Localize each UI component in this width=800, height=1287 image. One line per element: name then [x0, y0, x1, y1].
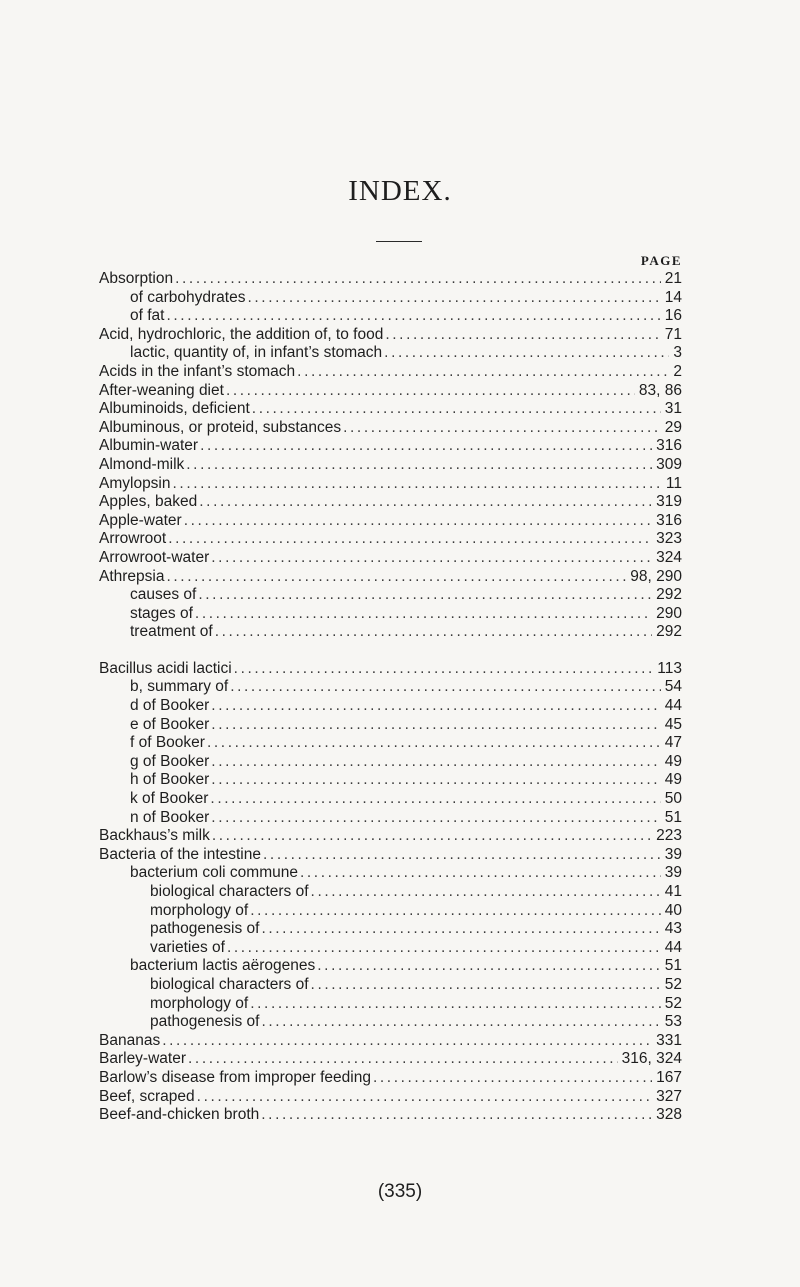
dot-leader	[263, 846, 661, 865]
dot-leader	[226, 382, 635, 401]
dot-leader	[210, 790, 660, 809]
entry-term: k of Booker	[130, 790, 209, 808]
index-subentry	[99, 307, 682, 326]
index-subentry	[99, 753, 682, 772]
index-subentry	[99, 920, 682, 939]
dot-leader	[247, 289, 660, 308]
entry-term: Apple-water	[99, 511, 182, 529]
entry-term: After-weaning diet	[99, 381, 224, 399]
entry-term: bacterium lactis aërogenes	[130, 957, 316, 975]
entry-term: Bacillus acidi lactici	[99, 659, 232, 677]
index-entry	[99, 1069, 682, 1088]
dot-leader	[317, 957, 661, 976]
index-subentry	[99, 586, 682, 605]
entry-pages: 29	[664, 418, 682, 436]
index-subentry	[99, 902, 682, 921]
dot-leader	[207, 734, 661, 753]
entry-term: causes of	[130, 586, 197, 604]
dot-leader	[173, 475, 662, 494]
entry-pages: 327	[656, 1087, 682, 1105]
index-subentry	[99, 289, 682, 308]
entry-term: d of Booker	[130, 697, 210, 715]
dot-leader	[211, 809, 660, 828]
entry-pages: 316	[656, 437, 682, 455]
entry-term: Barley-water	[99, 1050, 186, 1068]
index-list	[99, 270, 682, 1125]
entry-term: Beef-and-chicken broth	[99, 1106, 260, 1124]
entry-pages: 3	[673, 344, 682, 362]
dot-leader	[212, 827, 652, 846]
entry-pages: 14	[664, 288, 682, 306]
dot-leader	[200, 437, 652, 456]
dot-leader	[211, 549, 652, 568]
dot-leader	[297, 363, 669, 382]
entry-term: varieties of	[150, 938, 225, 956]
entry-term: stages of	[130, 604, 193, 622]
dot-leader	[168, 530, 652, 549]
entry-pages: 331	[656, 1031, 682, 1049]
dot-leader	[252, 400, 661, 419]
index-subentry	[99, 1013, 682, 1032]
index-entry	[99, 363, 682, 382]
dot-leader	[211, 716, 660, 735]
entry-term: n of Booker	[130, 808, 210, 826]
entry-term: b, summary of	[130, 678, 229, 696]
dot-leader	[211, 771, 660, 790]
entry-term: morphology of	[150, 901, 249, 919]
index-subentry	[99, 809, 682, 828]
index-entry	[99, 437, 682, 456]
group-spacer	[99, 642, 682, 660]
dot-leader	[250, 995, 661, 1014]
index-subentry	[99, 957, 682, 976]
index-entry	[99, 660, 682, 679]
index-entry	[99, 530, 682, 549]
index-entry	[99, 549, 682, 568]
index-subentry	[99, 883, 682, 902]
index-entry	[99, 456, 682, 475]
index-entry	[99, 1106, 682, 1125]
entry-term: g of Booker	[130, 752, 210, 770]
entry-pages: 49	[664, 752, 682, 770]
entry-term: pathogenesis of	[150, 1013, 260, 1031]
dot-leader	[198, 586, 652, 605]
entry-pages: 45	[664, 715, 682, 733]
entry-pages: 51	[664, 957, 682, 975]
index-entry	[99, 568, 682, 587]
entry-pages: 44	[664, 697, 682, 715]
index-entry	[99, 827, 682, 846]
entry-term: e of Booker	[130, 715, 210, 733]
entry-term: pathogenesis of	[150, 920, 260, 938]
page-number: (335)	[377, 1181, 423, 1202]
entry-pages: 98, 290	[630, 567, 682, 585]
entry-pages: 323	[656, 530, 682, 548]
dot-leader	[162, 1032, 652, 1051]
dot-leader	[250, 902, 661, 921]
index-subentry	[99, 864, 682, 883]
dot-leader	[211, 697, 660, 716]
dot-leader	[211, 753, 660, 772]
dot-leader	[343, 419, 661, 438]
entry-pages: 51	[664, 808, 682, 826]
entry-term: bacterium coli commune	[130, 864, 298, 882]
entry-term: Athrepsia	[99, 567, 165, 585]
entry-pages: 292	[656, 623, 682, 641]
index-entry	[99, 512, 682, 531]
dot-leader	[261, 1106, 652, 1125]
dot-leader	[373, 1069, 652, 1088]
index-subentry	[99, 678, 682, 697]
entry-term: h of Booker	[130, 771, 210, 789]
entry-pages: 292	[656, 586, 682, 604]
entry-pages: 53	[664, 1013, 682, 1031]
entry-term: Albuminoids, deficient	[99, 400, 250, 418]
title-rule	[376, 241, 422, 242]
index-subentry	[99, 790, 682, 809]
entry-pages: 223	[656, 827, 682, 845]
entry-pages: 319	[656, 493, 682, 511]
index-subentry	[99, 976, 682, 995]
entry-term: biological characters of	[150, 975, 309, 993]
dot-leader	[199, 493, 652, 512]
dot-leader	[230, 678, 661, 697]
entry-term: Bacteria of the intestine	[99, 845, 261, 863]
entry-term: lactic, quantity of, in infant’s stomach	[130, 344, 383, 362]
entry-term: Beef, scraped	[99, 1087, 195, 1105]
entry-pages: 71	[664, 325, 682, 343]
entry-pages: 49	[664, 771, 682, 789]
index-entry	[99, 475, 682, 494]
index-entry	[99, 1088, 682, 1107]
entry-pages: 39	[664, 845, 682, 863]
entry-pages: 44	[664, 938, 682, 956]
dot-leader	[186, 456, 652, 475]
entry-term: of carbohydrates	[130, 288, 246, 306]
entry-pages: 52	[664, 994, 682, 1012]
entry-pages: 328	[656, 1106, 682, 1124]
entry-pages: 21	[664, 270, 682, 287]
entry-term: Arrowroot-water	[99, 548, 210, 566]
entry-pages: 43	[664, 920, 682, 938]
entry-pages: 316	[656, 511, 682, 529]
entry-pages: 40	[664, 901, 682, 919]
entry-pages: 39	[664, 864, 682, 882]
entry-term: morphology of	[150, 994, 249, 1012]
entry-term: Arrowroot	[99, 530, 167, 548]
index-entry	[99, 326, 682, 345]
dot-leader	[300, 864, 661, 883]
index-subentry	[99, 697, 682, 716]
entry-pages: 2	[673, 362, 682, 380]
index-entry	[99, 270, 682, 289]
entry-pages: 47	[664, 734, 682, 752]
entry-term: Barlow’s disease from improper feeding	[99, 1068, 371, 1086]
entry-term: Almond-milk	[99, 455, 185, 473]
entry-pages: 50	[664, 790, 682, 808]
dot-leader	[215, 623, 652, 642]
dot-leader	[261, 920, 660, 939]
entry-term: Albuminous, or proteid, substances	[99, 418, 342, 436]
entry-pages: 52	[664, 975, 682, 993]
entry-pages: 31	[664, 400, 682, 418]
entry-pages: 41	[664, 883, 682, 900]
index-subentry	[99, 605, 682, 624]
dot-leader	[261, 1013, 660, 1032]
dot-leader	[385, 326, 660, 345]
index-entry	[99, 400, 682, 419]
index-subentry	[99, 344, 682, 363]
index-entry	[99, 382, 682, 401]
entry-pages: 309	[656, 455, 682, 473]
dot-leader	[227, 939, 661, 958]
index-subentry	[99, 734, 682, 753]
entry-term: Amylopsin	[99, 474, 171, 492]
page-title: INDEX.	[348, 175, 452, 207]
entry-term: f of Booker	[130, 734, 205, 752]
dot-leader	[234, 660, 654, 679]
dot-leader	[197, 1088, 652, 1107]
entry-term: treatment of	[130, 623, 213, 641]
entry-term: Backhaus’s milk	[99, 827, 210, 845]
entry-term: Albumin-water	[99, 437, 199, 455]
index-subentry	[99, 716, 682, 735]
index-subentry	[99, 939, 682, 958]
dot-leader	[311, 883, 661, 902]
entry-term: biological characters of	[150, 883, 309, 900]
entry-term: Bananas	[99, 1031, 161, 1049]
dot-leader	[195, 605, 652, 624]
dot-leader	[188, 1050, 618, 1069]
dot-leader	[166, 568, 626, 587]
entry-pages: 290	[656, 604, 682, 622]
page-column-heading: PAGE	[640, 253, 682, 268]
entry-term: Acids in the infant’s stomach	[99, 362, 296, 380]
entry-term: Absorption	[99, 270, 174, 287]
entry-pages: 83, 86	[638, 381, 682, 399]
entry-pages: 54	[664, 678, 682, 696]
dot-leader	[384, 344, 669, 363]
entry-term: Apples, baked	[99, 493, 198, 511]
entry-pages: 316, 324	[621, 1050, 682, 1068]
entry-pages: 16	[664, 307, 682, 325]
index-entry	[99, 846, 682, 865]
entry-pages: 113	[657, 659, 682, 677]
entry-pages: 11	[665, 474, 682, 492]
dot-leader	[184, 512, 652, 531]
index-entry	[99, 493, 682, 512]
index-entry	[99, 1050, 682, 1069]
index-subentry	[99, 771, 682, 790]
dot-leader	[166, 307, 660, 326]
index-entry	[99, 419, 682, 438]
dot-leader	[175, 270, 661, 289]
dot-leader	[311, 976, 661, 995]
entry-term: of fat	[130, 307, 165, 325]
entry-term: Acid, hydrochloric, the addition of, to food	[99, 325, 384, 343]
index-subentry	[99, 623, 682, 642]
entry-pages: 167	[656, 1068, 682, 1086]
index-subentry	[99, 995, 682, 1014]
index-entry	[99, 1032, 682, 1051]
entry-pages: 324	[656, 548, 682, 566]
